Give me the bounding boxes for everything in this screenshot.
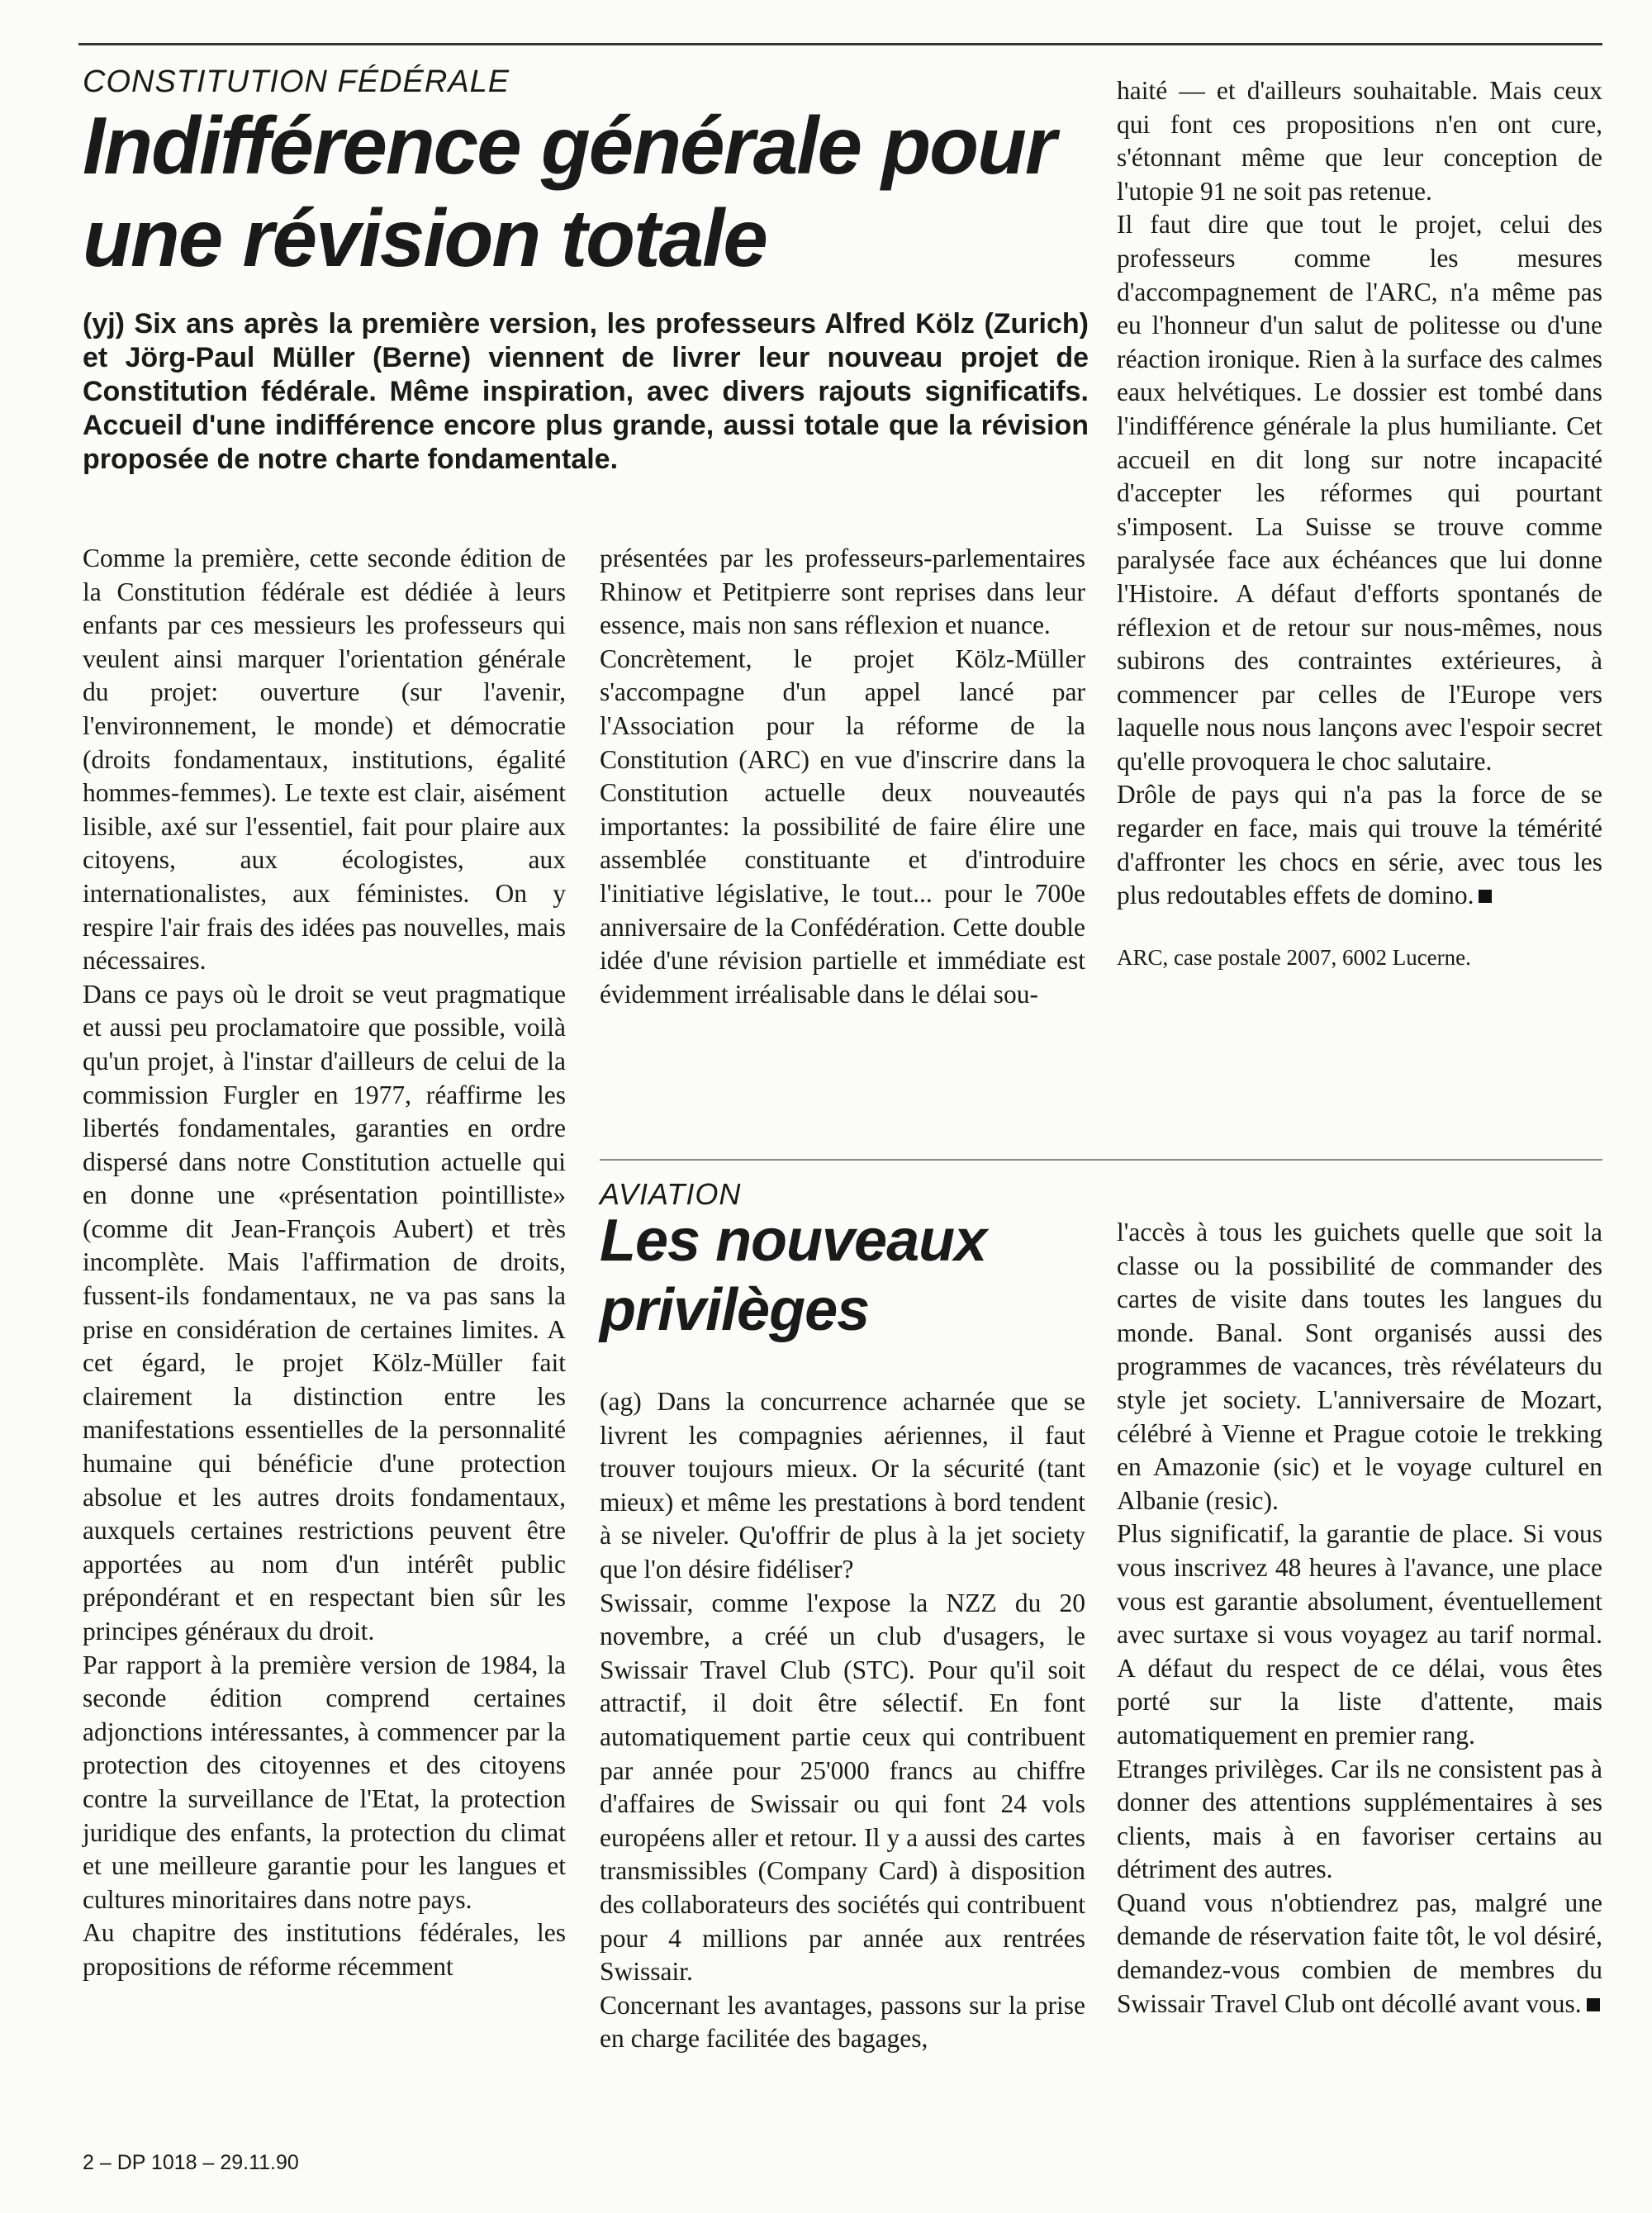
article1-col3-para-3: Drôle de pays qui n'a pas la force de se regarder en face, mais qui trouve la témérité d'affronter les chocs en série, avec tous les plus redoutables effets de domino. (1117, 780, 1602, 910)
section-divider (600, 1159, 1602, 1161)
article2-column-3 (1117, 1216, 1602, 2021)
article2-column-2 (600, 1385, 1085, 2056)
article1-kicker: CONSTITUTION FÉDÉRALE (83, 64, 510, 99)
article2-headline-line2: privilèges (600, 1277, 870, 1343)
article1-headline-line1: Indifférence générale pour (83, 100, 1055, 191)
end-mark-icon (1479, 890, 1492, 903)
page-footer-folio: 2 – DP 1018 – 29.11.90 (83, 2151, 299, 2174)
article2-col3-para-4: Quand vous n'obtiendrez pas, malgré une demande de réservation faite tôt, le vol désiré, demandez-vous combien de membres du Swissair Travel Club ont décollé avant vous. (1117, 1888, 1602, 2018)
article1-headline-line2: une révision totale (83, 192, 767, 283)
article1-col1-para-3: Par rapport à la première version de 1984, la seconde édition comprend certaines adjonctions intéressantes, à commencer par la protection des citoyennes et des citoyens contre la surveillance de l'Etat, la protection juridique des enfants, la protection du climat et une meilleure garantie pour les langues et cultures minoritaires dans notre pays. (83, 1650, 566, 1914)
article2-col2-para-1: (ag) Dans la concurrence acharnée que se livrent les compagnies aériennes, il faut trouver toujours mieux. Or la sécurité (tant mieux) et même les prestations à bord tendent à se niveler. Qu'offrir de plus à la jet society que l'on désire fidéliser? (600, 1387, 1085, 1584)
article1-column-2 (600, 542, 1085, 1011)
article1-col3-para-2: Il faut dire que tout le projet, celui des professeurs comme les mesures d'accompagnement de l'ARC, n'a même pas eu l'honneur d'un salut de politesse ou d'une réaction ironique. Rien à la surface des calmes eaux helvétiques. Le dossier est tombé dans l'indifférence générale la plus humiliante. Cet accueil en dit long sur notre incapacité d'accepter les réformes qui pourtant s'imposent. La Suisse se trouve comme paralysée face aux échéances que lui donne l'Histoire. A défaut d'efforts spontanés de réflexion et de retour sur nous-mêmes, nous subirons des contraintes extérieures, à commencer par celles de l'Europe vers laquelle nous nous lançons avec l'espoir secret qu'elle provoquera le choc salutaire. (1117, 210, 1602, 776)
top-rule (78, 43, 1602, 45)
article1-col3-para-1: haité — et d'ailleurs souhaitable. Mais ceux qui font ces propositions n'en ont cure, s'étonnant même que leur conception de l'utopie 91 ne soit pas retenue. (1117, 76, 1602, 206)
article2-headline-line1: Les nouveaux (600, 1208, 987, 1274)
article1-column-3 (1117, 74, 1602, 974)
article1-column-1 (83, 542, 566, 1984)
article2-col3-para-3: Etranges privilèges. Car ils ne consistent pas à donner des attentions supplémentaires à ses clients, mais à en favoriser certains au détriment des autres. (1117, 1754, 1602, 1884)
article2-col2-para-2: Swissair, comme l'expose la NZZ du 20 novembre, a créé un club d'usagers, le Swissair Travel Club (STC). Pour qu'il soit attractif, il doit être sélectif. En font automatiquement partie ceux qui contribuent par année pour 25'000 francs au chiffre d'affaires de Swissair ou qui font 24 vols européens aller et retour. Il y a aussi des cartes transmissibles (Company Card) à disposition des collaborateurs des sociétés qui contribuent pour 4 millions par année aux rentrées Swissair. (600, 1588, 1085, 1987)
article2-col2-para-3: Concernant les avantages, passons sur la prise en charge facilitée des bagages, (600, 1990, 1085, 2054)
article2-kicker: AVIATION (600, 1177, 742, 1211)
article1-address: ARC, case postale 2007, 6002 Lucerne. (1117, 944, 1471, 970)
article1-col1-para-2: Dans ce pays où le droit se veut pragmatique et aussi peu proclamatoire que possible, voilà qu'un projet, à l'instar d'ailleurs de celui de la commission Furgler en 1977, réaffirme les libertés fondamentales, garanties en ordre dispersé dans notre Constitution actuelle qui en donne une «présentation pointilliste» (comme dit Jean-François Aubert) et très incomplète. Mais l'affirmation de droits, fussent-ils fondamentaux, ne va pas sans la prise en considération de certaines limites. A cet égard, le projet Kölz-Müller fait clairement la distinction entre les manifestations essentielles de la personnalité humaine qui bénéficie d'une protection absolue et les autres droits fondamentaux, auxquels certaines restrictions peuvent être apportées au nom d'un intérêt public prépondérant et en respectant bien sûr les principes généraux du droit. (83, 979, 566, 1646)
end-mark-icon (1587, 1998, 1600, 2011)
article1-lead: (yj) Six ans après la première version, les professeurs Alfred Kölz (Zurich) et Jörg-Paul Müller (Berne) viennent de livrer leur nouveau projet de Constitution fédérale. Même inspiration, avec divers rajouts significatifs. Accueil d'une indifférence encore plus grande, aussi totale que la révision proposée de notre charte fondamentale. (83, 308, 1089, 475)
article1-headline (83, 99, 1074, 284)
article2-headline (600, 1206, 1095, 1345)
article1-col2-para-2: Concrètement, le projet Kölz-Müller s'accompagne d'un appel lancé par l'Association pour la réforme de la Constitution (ARC) en vue d'inscrire dans la Constitution actuelle deux nouveautés importantes: la possibilité de faire élire une assemblée constituante et d'introduire l'initiative législative, le tout... pour le 700e anniversaire de la Confédération. Cette double idée d'une révision partielle et immédiate est évidemment irréalisable dans le délai sou- (600, 643, 1085, 1009)
article2-col3-para-2: Plus significatif, la garantie de place. Si vous vous inscrivez 48 heures à l'avance, une place vous est garantie absolument, éventuellement avec surtaxe si vous voyagez au tarif normal. A défaut du respect de ce délai, vous êtes porté sur la liste d'attente, mais automatiquement en premier rang. (1117, 1519, 1602, 1750)
article2-col3-para-1: l'accès à tous les guichets quelle que soit la classe ou la possibilité de commander des cartes de visite dans toutes les langues du monde. Banal. Sont organisés aussi des programmes de vacances, très révélateurs du style jet society. L'anniversaire de Mozart, célébré à Vienne et Prague cotoie le trekking en Amazonie (sic) et le voyage culturel en Albanie (resic). (1117, 1218, 1602, 1515)
article1-col1-para-4: Au chapitre des institutions fédérales, les propositions de réforme récemment (83, 1918, 566, 1981)
article1-col1-para-1: Comme la première, cette seconde édition de la Constitution fédérale est dédiée à leurs enfants par ces messieurs les professeurs qui veulent ainsi marquer l'orientation générale du projet: ouverture (sur l'avenir, l'environnement, le monde) et démocratie (droits fondamentaux, institutions, égalité hommes-femmes). Le texte est clair, aisément lisible, axé sur l'essentiel, fait pour plaire aux citoyens, aux écologistes, aux internationalistes, aux féministes. On y respire l'air frais des idées pas nouvelles, mais nécessaires. (83, 544, 566, 976)
article1-col2-para-1: présentées par les professeurs-parlementaires Rhinow et Petitpierre sont reprises dans leur essence, mais non sans réflexion et nuance. (600, 544, 1085, 640)
